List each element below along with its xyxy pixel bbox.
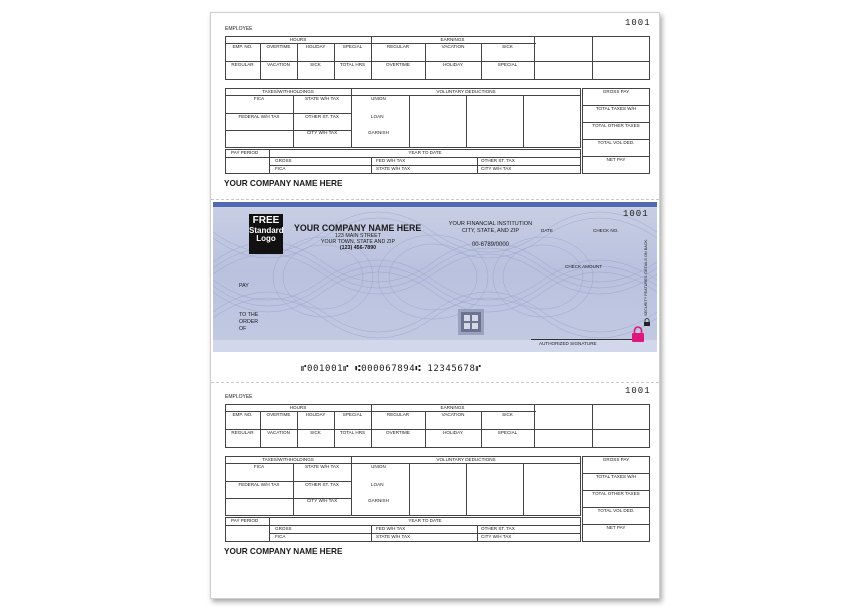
hours-cell: VACATION: [267, 430, 290, 435]
order-label: ORDER: [239, 319, 259, 325]
summary-cell: TOTAL OTHER TAXES: [592, 491, 640, 496]
voluntary-cell: UNION: [371, 464, 386, 469]
date-label: DATE: [541, 228, 553, 233]
stub-company-name: YOUR COMPANY NAME HERE: [224, 547, 343, 556]
earnings-cell: SPECIAL: [497, 62, 518, 67]
tax-cell: OTHER ST. TAX: [305, 114, 339, 119]
ytd-cell: STATE W/H TAX: [376, 166, 411, 171]
hours-cell: TOTAL HRS: [339, 430, 366, 435]
check-sheet: [210, 12, 660, 599]
ytd-cell: CITY W/H TAX: [481, 166, 512, 171]
voluntary-cell: UNION: [371, 96, 386, 101]
hours-cell: REGULAR: [231, 62, 254, 67]
tax-cell: FEDERAL W/H TAX: [238, 114, 280, 119]
summary-cell: TOTAL VOL DED.: [597, 508, 635, 513]
taxes-header: TAXES/WITHHOLDINGS: [262, 457, 314, 462]
hours-header: HOURS: [289, 37, 307, 42]
employee-label: EMPLOYEE: [225, 394, 253, 400]
bank-city: CITY, STATE, AND ZIP: [461, 228, 520, 234]
pay-period-label: PAY PERIOD: [231, 518, 259, 523]
voluntary-cell: GARNISH: [368, 498, 389, 503]
tax-cell: FICA: [253, 96, 265, 101]
earnings-cell: REGULAR: [386, 44, 410, 49]
pay-label: PAY: [239, 283, 249, 289]
voluntary-cell: LOAN: [371, 482, 384, 487]
padlock-icon: [631, 326, 645, 342]
summary-cell: NET PAY: [606, 525, 626, 530]
earnings-cell: VACATION: [441, 44, 465, 49]
check-body: [213, 202, 657, 352]
summary-cell: TOTAL VOL DED.: [597, 140, 635, 145]
ytd-cell: FED W/H TAX: [376, 526, 406, 531]
employee-label: EMPLOYEE: [225, 26, 253, 32]
voluntary-header: VOLUNTARY DEDUCTIONS: [436, 89, 496, 94]
tax-cell: FEDERAL W/H TAX: [238, 482, 280, 487]
stub-check-number: 1001: [625, 386, 651, 396]
check-phone: (123) 456-7890: [339, 245, 377, 251]
to-the-label: TO THE: [239, 312, 259, 318]
signature-label: AUTHORIZED SIGNATURE: [539, 341, 597, 346]
earnings-cell: SICK: [502, 412, 513, 417]
hours-cell: HOLIDAY: [305, 44, 326, 49]
ytd-cell: FICA: [275, 166, 286, 171]
hours-cell: TOTAL HRS: [339, 62, 366, 67]
summary-cell: TOTAL OTHER TAXES: [592, 123, 640, 128]
earnings-cell: HOLIDAY: [443, 62, 463, 67]
ytd-cell: GROSS: [275, 158, 292, 163]
ytd-header: YEAR TO DATE: [408, 150, 442, 155]
hours-cell: SPECIAL: [342, 44, 363, 49]
perforation: [211, 199, 659, 200]
ytd-cell: STATE W/H TAX: [376, 534, 411, 539]
earnings-cell: VACATION: [441, 412, 465, 417]
tax-cell: STATE W/H TAX: [304, 464, 340, 469]
hours-cell: SICK: [310, 430, 321, 435]
check-address1: 123 MAIN STREET: [335, 233, 381, 239]
hours-cell: SICK: [310, 62, 321, 67]
voluntary-cell: LOAN: [371, 114, 384, 119]
earnings-header: EARNINGS: [440, 405, 465, 410]
security-note-text: SECURITY FEATURES. DETAILS ON BACK.: [644, 238, 649, 316]
routing-fraction: 00-6789/0000: [471, 242, 510, 248]
small-lock-icon: [643, 318, 651, 326]
ytd-cell: FED W/H TAX: [376, 158, 406, 163]
top-stub: [211, 13, 659, 198]
earnings-cell: OVERTIME: [386, 430, 410, 435]
stub-check-number: 1001: [625, 18, 651, 28]
hours-cell: OVERTIME: [266, 44, 291, 49]
summary-cell: TOTAL TAXES W/H: [595, 106, 637, 111]
pay-period-label: PAY PERIOD: [231, 150, 259, 155]
micr-line: ⑈001001⑈ ⑆000067894⑆ 12345678⑈: [301, 364, 482, 374]
hours-header: HOURS: [289, 405, 307, 410]
hours-cell: EMP. NO.: [232, 44, 253, 49]
bottom-stub: [211, 381, 659, 566]
voluntary-header: VOLUNTARY DEDUCTIONS: [436, 457, 496, 462]
logo-standard: Standard: [249, 226, 284, 235]
earnings-header: EARNINGS: [440, 37, 465, 42]
tax-cell: CITY W/H TAX: [306, 498, 338, 503]
hours-cell: HOLIDAY: [305, 412, 326, 417]
check-company-name: YOUR COMPANY NAME HERE: [294, 223, 422, 233]
tax-cell: STATE W/H TAX: [304, 96, 340, 101]
check-address2: YOUR TOWN, STATE AND ZIP: [320, 239, 396, 245]
ytd-cell: FICA: [275, 534, 286, 539]
tax-cell: FICA: [253, 464, 265, 469]
earnings-cell: OVERTIME: [386, 62, 410, 67]
hours-cell: EMP. NO.: [232, 412, 253, 417]
ytd-cell: GROSS: [275, 526, 292, 531]
hours-cell: REGULAR: [231, 430, 254, 435]
earnings-cell: HOLIDAY: [443, 430, 463, 435]
ytd-cell: OTHER ST. TAX: [481, 526, 515, 531]
bank-name: YOUR FINANCIAL INSTITUTION: [448, 221, 533, 227]
taxes-header: TAXES/WITHHOLDINGS: [262, 89, 314, 94]
summary-cell: NET PAY: [606, 157, 626, 162]
tax-cell: CITY W/H TAX: [306, 130, 338, 135]
hours-cell: OVERTIME: [266, 412, 291, 417]
logo-free: FREE: [252, 215, 280, 226]
summary-cell: TOTAL TAXES W/H: [595, 474, 637, 479]
summary-cell: GROSS PAY: [602, 457, 630, 462]
voluntary-cell: GARNISH: [368, 130, 389, 135]
ytd-header: YEAR TO DATE: [408, 518, 442, 523]
logo-logo: Logo: [256, 234, 276, 243]
hours-cell: SPECIAL: [342, 412, 363, 417]
signature-line: [531, 339, 641, 340]
check-amount-label: CHECK AMOUNT: [565, 264, 603, 269]
earnings-cell: SPECIAL: [497, 430, 518, 435]
logo-placeholder: [249, 214, 283, 254]
ytd-cell: CITY W/H TAX: [481, 534, 512, 539]
earnings-cell: SICK: [502, 44, 513, 49]
check-number: 1001: [623, 209, 649, 219]
security-seal-icon: [458, 309, 484, 335]
of-label: OF: [239, 326, 247, 332]
summary-cell: GROSS PAY: [602, 89, 630, 94]
security-side-note: [643, 238, 651, 320]
hours-cell: VACATION: [267, 62, 290, 67]
tax-cell: OTHER ST. TAX: [305, 482, 339, 487]
ytd-cell: OTHER ST. TAX: [481, 158, 515, 163]
stub-company-name: YOUR COMPANY NAME HERE: [224, 179, 343, 188]
earnings-cell: REGULAR: [386, 412, 410, 417]
check-no-label: CHECK NO.: [593, 228, 619, 233]
